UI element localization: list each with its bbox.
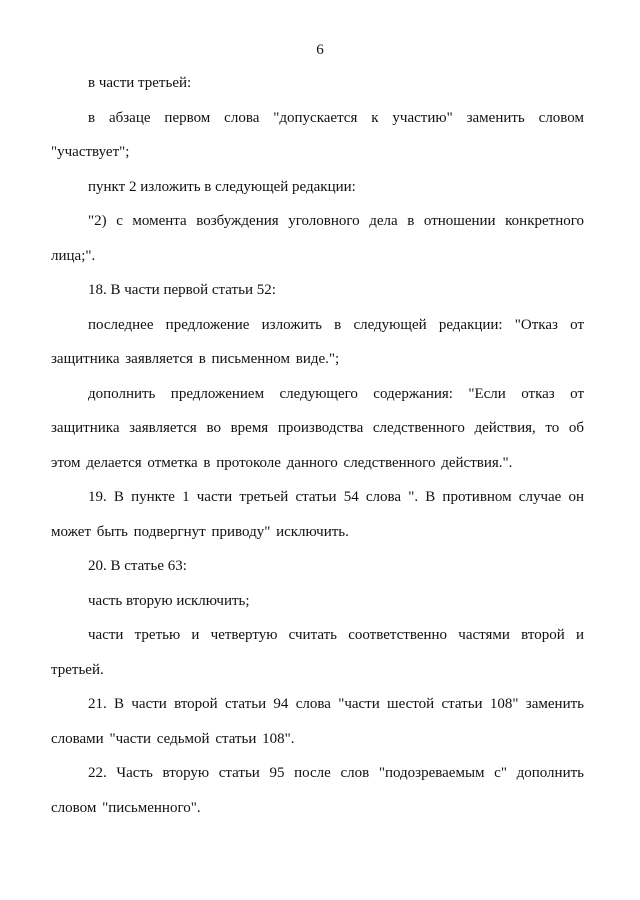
paragraph-replace-words: в абзаце первом слова "допускается к участию" заменить словом "участвует";: [51, 109, 584, 160]
paragraph-item-2-text: "2) с момента возбуждения уголовного дела в отношении конкретного лица;".: [51, 213, 584, 264]
paragraph-exclude-part-two: часть вторую исключить;: [88, 592, 250, 609]
paragraph-point-18: 18. В части первой статьи 52:: [88, 282, 276, 298]
paragraph-renumber-parts: части третью и четвертую считать соответственно частями второй и третьей.: [51, 627, 584, 678]
paragraph-item-2-heading: пункт 2 изложить в следующей редакции:: [88, 178, 356, 195]
paragraph-point-19: 19. В пункте 1 части третьей статьи 54 слова ". В противном случае он может быть подвергнут приводу" исключить.: [51, 489, 584, 540]
paragraph-last-sentence: последнее предложение изложить в следующей редакции: "Отказ от защитника заявляется в письменном виде.";: [51, 316, 584, 367]
page-number: 6: [316, 42, 324, 58]
paragraph-add-sentence: дополнить предложением следующего содержания: "Если отказ от защитника заявляется во время производства следственного действия, то об этом делается отметка в протоколе данного следственного действия.".: [51, 385, 584, 471]
document-body: [51, 66, 584, 825]
paragraph-part-three-heading: в части третьей:: [88, 75, 192, 91]
paragraph-point-20: 20. В статье 63:: [88, 558, 187, 574]
paragraph-point-21: 21. В части второй статьи 94 слова "части шестой статьи 108" заменить словами "части седьмой статьи 108".: [51, 696, 584, 747]
paragraph-point-22: 22. Часть вторую статьи 95 после слов "подозреваемым с" дополнить словом "письменного".: [51, 765, 584, 816]
